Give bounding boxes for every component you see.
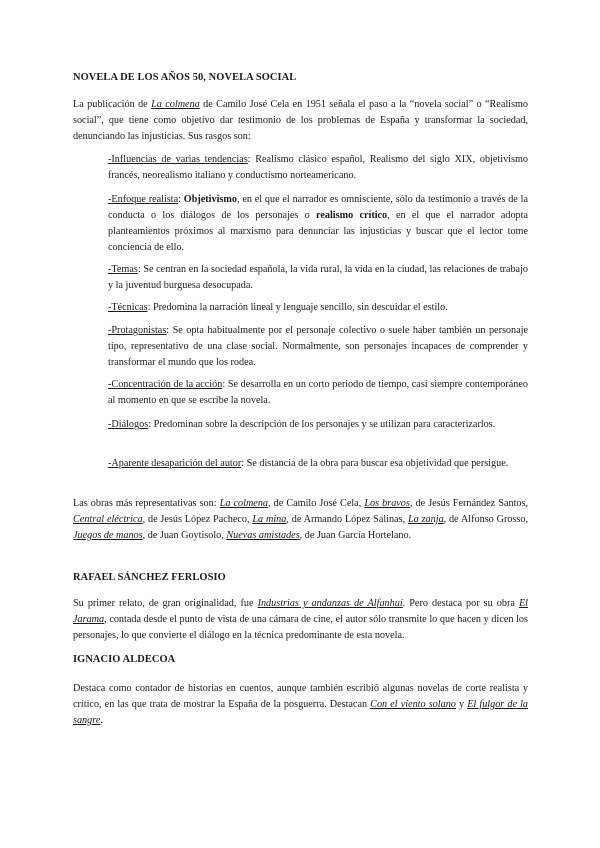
aldecoa-text: Destaca como contador de historias en cuentos, aunque también escribió algunas novelas de corte realista y crítico, en las que trata de mostrar la España de la posguerra. Destacan [73, 683, 528, 710]
work-title: La colmena [151, 99, 200, 110]
bold-term: realismo crítico [316, 209, 388, 221]
rasgo-label: -Diálogos [108, 419, 149, 430]
rasgo-text: : [178, 194, 184, 205]
aldecoa-paragraph [73, 681, 528, 729]
rasgo-label: -Aparente desaparición del autor [108, 458, 242, 469]
rasgo-concentracion [108, 377, 528, 409]
rasgo-label: -Protagonistas [108, 325, 167, 336]
obras-text: , de Jesús López Pacheco, [142, 513, 253, 525]
obras-text: , de Armando López Salinas, [286, 513, 408, 525]
rasgo-text: : Se centran en la sociedad española, la vida rural, la vida en la ciudad, las relaciones de trabajo y la juventud burguesa desocupada. [108, 264, 528, 291]
heading-ferlosio: RAFAEL SÁNCHEZ FERLOSIO [73, 572, 226, 583]
obras-text: , de Juan Goytisolo, [142, 529, 227, 541]
work-title: La mina [252, 513, 287, 525]
intro-text: La publicación de [73, 99, 152, 110]
work-title: Juegos de manos [73, 529, 143, 541]
rasgo-text: : Realismo clásico español, Realismo del siglo XIX, objetivismo francés, neorealismo italiano y conductismo norteamericano. [108, 154, 528, 181]
work-title: La zanja [408, 513, 444, 525]
heading-novela-social: NOVELA DE LOS AÑOS 50, NOVELA SOCIAL [73, 72, 297, 83]
work-title: El fulgor de la sangre [73, 698, 529, 726]
rasgo-influencias [108, 152, 528, 184]
intro-text: de Camilo José Cela en 1951 señala el paso a la “novela social” o “Realismo social”, que tiene como objetivo dar testimonio de los problemas de España y transformar la sociedad, denunciando las injusticias. Sus rasgos son: [73, 99, 528, 142]
rasgo-desaparicion-autor [108, 456, 528, 472]
rasgo-tecnicas [108, 300, 528, 316]
ferlosio-text: , contada desde el punto de vista de una cámara de cine, el autor sólo transmite lo que hacen y dicen los personajes, lo que convierte el diálogo en la técnica predominante de esta novela. [73, 613, 528, 641]
intro-paragraph [73, 97, 528, 145]
rasgo-label: -Influencias de varias tendencias [108, 154, 248, 165]
work-title: Industrias y andanzas de Alfanhuí [257, 598, 403, 609]
ferlosio-paragraph [73, 596, 528, 644]
rasgo-enfoque [108, 192, 528, 256]
rasgo-text: : Predominan sobre la descripción de los personajes y se utilizan para caracterizarlos. [148, 419, 496, 430]
heading-aldecoa: IGNACIO ALDECOA [73, 654, 176, 665]
ferlosio-text: . Pero destaca por su obra [402, 598, 519, 609]
ferlosio-text: Su primer relato, de gran originalidad, fue [73, 598, 258, 609]
rasgo-label: -Concentración de la acción [108, 379, 223, 390]
rasgo-label: -Temas [108, 264, 138, 275]
bold-term: Objetivismo [183, 194, 237, 205]
aldecoa-text: y [455, 698, 468, 710]
obras-text: , de Camilo José Cela, [268, 498, 365, 509]
rasgo-protagonistas [108, 323, 528, 371]
rasgo-text: : Se distancia de la obra para buscar esa objetividad que persigue. [241, 458, 509, 469]
work-title: Los bravos [364, 498, 410, 509]
work-title: El Jarama [73, 598, 529, 625]
rasgo-text: : Se desarrolla en un corto periodo de tiempo, casi siempre contemporáneo al momento en que se escribe la novela. [108, 379, 528, 406]
work-title: Central eléctrica [73, 513, 143, 525]
rasgo-text: , en el que el narrador adopta planteamientos próximos al marxismo para denunciar las injusticias y buscar que el lector tome conciencia de ello. [108, 209, 528, 253]
rasgo-label: -Enfoque realista [108, 194, 179, 205]
work-title: Con el viento solano [370, 698, 456, 710]
obras-text: , de Jesús Fernández Santos, [409, 498, 528, 509]
work-title: La colmena [219, 498, 269, 509]
rasgo-text: : Predomina la narración lineal y lenguaje sencillo, sin descuidar el estilo. [147, 302, 448, 313]
rasgo-label: -Técnicas [108, 302, 148, 313]
obras-text: , de Juan García Hortelano. [299, 529, 412, 541]
rasgo-text: , en el que el narrador es omnisciente, sólo da testimonio a través de la conducta o los diálogos de los personajes o [108, 194, 528, 221]
obras-text: , de Alfonso Grosso, [443, 513, 528, 525]
obras-text: Las obras más representativas son: [73, 498, 220, 509]
work-title: Nuevas amistades [226, 529, 300, 541]
rasgo-text: : Se opta habitualmente por el personaje colectivo o suele haber también un personaje tipo, representativo de una clase social. Normalmente, son personajes incapaces de comprender y transformar el mundo que los rodea. [108, 325, 528, 368]
rasgo-dialogos [108, 417, 528, 433]
aldecoa-text: . [100, 714, 103, 726]
rasgo-temas [108, 262, 528, 294]
obras-paragraph [73, 496, 528, 544]
